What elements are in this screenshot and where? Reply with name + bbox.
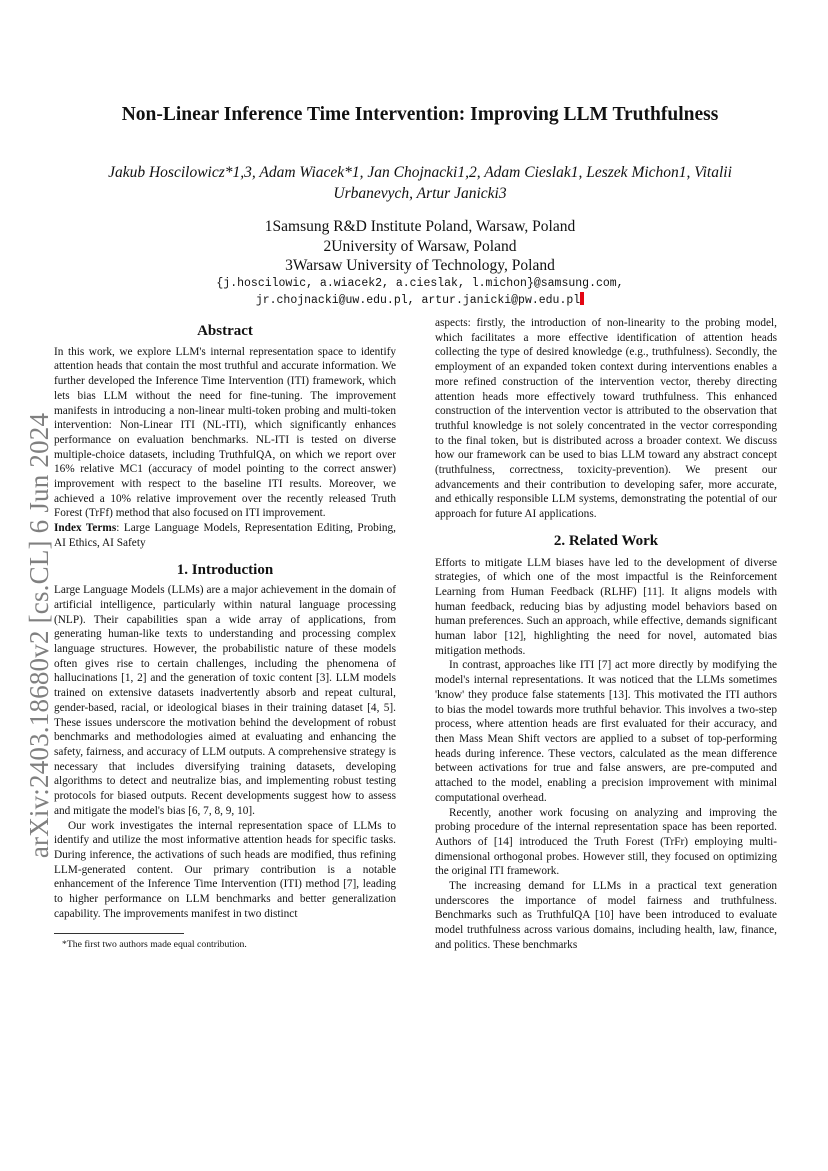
abstract-heading: Abstract bbox=[197, 323, 253, 339]
index-terms bbox=[54, 521, 396, 550]
intro-paragraph-2: Our work investigates the internal representation space of LLMs to identify and utilize the most informative attention heads for specific tasks. During inference, the activations of such heads are modified, thus refining LLM-generated content. Our primary contribution is a notable enhancement of the Inference Time Intervention (ITI) method [7], leading to higher performance on LLM benchmarks and better generalization capability. The improvements manifest in two distinct bbox=[54, 819, 396, 920]
author-emails bbox=[120, 276, 720, 309]
affiliations bbox=[140, 217, 700, 276]
authors-line-2: Urbanevych, Artur Janicki3 bbox=[333, 185, 507, 202]
emails-line-2-wrap bbox=[120, 292, 720, 309]
left-column bbox=[54, 324, 396, 951]
arxiv-identifier[interactable]: arXiv:2403.18680v2 [cs.CL] 6 Jun 2024 bbox=[24, 412, 55, 858]
affiliation-1: 1Samsung R&D Institute Poland, Warsaw, Poland bbox=[264, 218, 576, 235]
link-border-mark bbox=[580, 292, 584, 305]
emails-line-1[interactable]: {j.hoscilowic, a.wiacek2, a.cieslak, l.michon}@samsung.com, bbox=[216, 277, 624, 290]
emails-line-2[interactable]: jr.chojnacki@uw.edu.pl, artur.janicki@pw.edu.pl bbox=[255, 294, 581, 307]
footnote-rule bbox=[54, 933, 184, 934]
related-paragraph-4: The increasing demand for LLMs in a practical text generation underscores the importance of model fairness and truthfulness. Benchmarks such as TruthfulQA [10] have been introduced to evaluate model truthfulness across various domains, including health, law, finance, and politics. These benchmarks bbox=[435, 880, 777, 951]
related-paragraph-1: Efforts to mitigate LLM biases have led to the development of diverse strategies, of which one of the most impactful is the Reinforcement Learning from Human Feedback (RLHF) [11]. It aligns models with human feedback, reducing bias by adjusting model behaviors based on human preferences. Such an approach, while effective, demands significant human labor [12], highlighting the need for novel, automated bias mitigation methods. bbox=[435, 556, 777, 657]
author-list bbox=[80, 162, 760, 204]
affiliation-3: 3Warsaw University of Technology, Poland bbox=[285, 257, 555, 274]
footnote: *The first two authors made equal contribution. bbox=[62, 939, 247, 951]
related-paragraph-2: In contrast, approaches like ITI [7] act more directly by modifying the model's internal representations. It was noticed that the LLMs sometimes 'know' they produce false statements [13]. This motivated the ITI authors to bias the model towards more truthful behavior. This involves a two-step process, where attention heads are first evaluated for their accuracy, and then Mass Mean Shift vectors are applied to a subset of top-performing heads during inference. These vectors, calculated as the mean difference between activations for true and false answers, are pre-computed and attached to the model, enabling a precision improvement with minimal computational overhead. bbox=[435, 659, 777, 804]
related-work-heading: 2. Related Work bbox=[553, 532, 659, 549]
paper-title: Non-Linear Inference Time Intervention: Improving LLM Truthfulness bbox=[121, 104, 719, 125]
related-paragraph-3: Recently, another work focusing on analyzing and improving the probing procedure of the internal representation space has been reported. Authors of [14] introduced the Truth Forest (TrFr) employing multi-dimensional orthogonal probes. However still, they focused on optimizing the original ITI framework. bbox=[435, 806, 777, 878]
abstract-text: In this work, we explore LLM's internal representation space to identify attention heads that contain the most truthful and accurate information. We further developed the Inference Time Intervention (ITI) framework, which lets bias LLM without the need for fine-tuning. The improvement manifests in introducing a non-linear multi-token probing and multi-token intervention: Non-Linear ITI (NL-ITI), which significantly enhances performance on evaluation benchmarks. NL-ITI is tested on diverse multiple-choice datasets, including TruthfulQA, on which we report over 16% relative MC1 (accuracy of model pointing to the correct answer) improvement with respect to the baseline ITI results. Moreover, we achieved a 10% relative improvement over the recently released Truth Forest (TrFf) method that also focused on ITI improvement. bbox=[54, 345, 396, 520]
index-terms-text: : Large Language Models, Representation Editing, Probing, AI Ethics, AI Safety bbox=[54, 522, 397, 549]
right-column bbox=[435, 316, 777, 953]
intro-continuation: aspects: firstly, the introduction of non-linearity to the probing model, which facilitates a more effective identification of attention heads collecting the type of desired knowledge (e.g., truthfulness). Secondly, the employment of an expanded token context during interventions enables a more refined construction of the intervention vector, thereby directing attention heads more effectively toward truthfulness. This enhanced construction of the intervention vector is attributed to the observation that truthful knowledge is not solely concentrated in the vector corresponding to the final token, but is distributed across a broader context. We discuss how our framework can be used to bias LLM toward any abstract concept (truthfulness, correctness, toxicity-prevention). We present our advancements and their contribution to developing safer, more accurate, and ethically responsible LLM systems, demonstrating the potential of our approach for future AI applications. bbox=[435, 317, 777, 521]
introduction-heading: 1. Introduction bbox=[176, 561, 274, 578]
index-terms-label: Index Terms bbox=[54, 522, 117, 535]
intro-paragraph-1: Large Language Models (LLMs) are a major achievement in the domain of artificial intelligence, particularly within natural language processing (NLP). Their capabilities span a wide array of applications, from generating human-like texts to understanding and processing complex language structures. However, the probabilistic nature of these models often gives rise to certain challenges, including the phenomena of hallucinations [1, 2] and the generation of toxic content [3]. LLM models trained on extensive datasets inadvertently absorb and repeat cultural, gender-based, racial, or ideological biases in their training dataset [4, 5]. These issues underscore the motivation behind the development of robust benchmarks and methodologies aimed at evaluating and enhancing the safety, fairness, and accuracy of LLM outputs. A comprehensive strategy is necessary that includes diversifying training datasets, developing algorithms to detect and neutralize bias, and implementing robust testing protocols for biased outputs. Recent developments suggest how to assess and mitigate the model's bias [6, 7, 8, 9, 10]. bbox=[54, 584, 396, 817]
affiliation-2: 2University of Warsaw, Poland bbox=[323, 237, 517, 255]
authors-line-1: Jakub Hoscilowicz*1,3, Adam Wiacek*1, Jan Chojnacki1,2, Adam Cieslak1, Leszek Michon1, Vitalii bbox=[108, 164, 732, 181]
